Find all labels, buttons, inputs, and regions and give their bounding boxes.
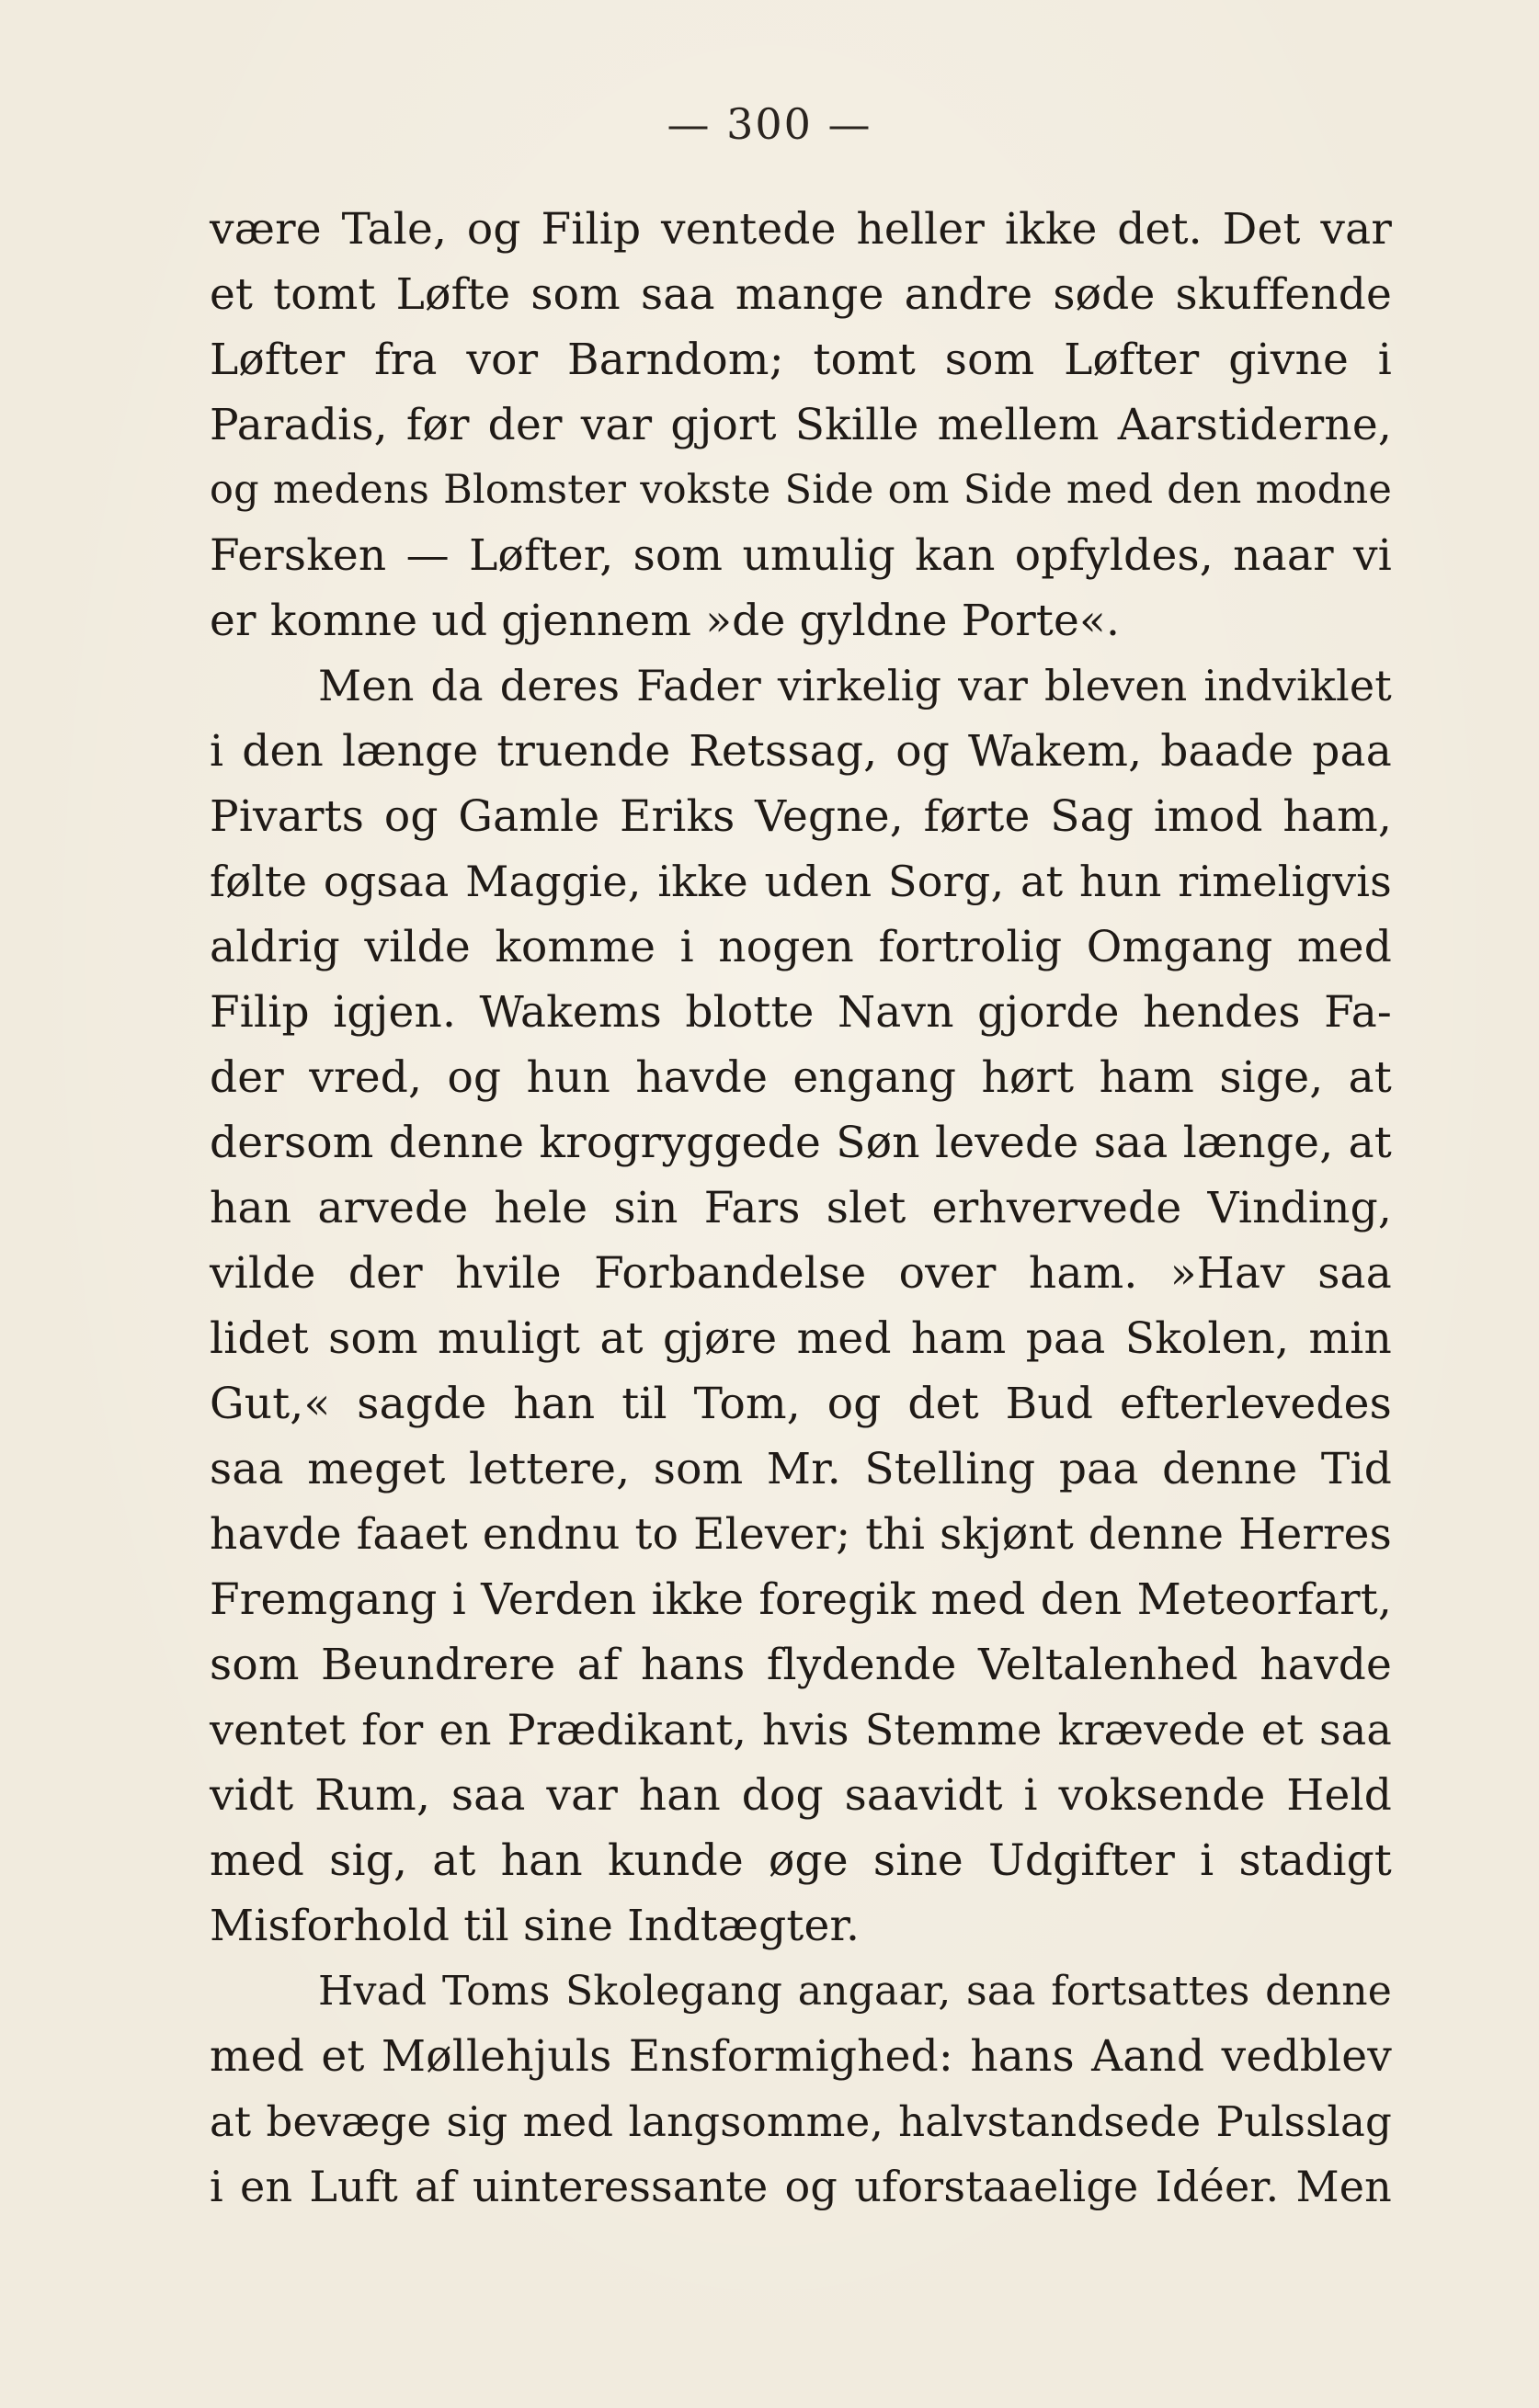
text-line: Fersken — Løfter, som umulig kan opfyldes, naar vi xyxy=(210,530,1392,581)
text-line: et tomt Løfte som saa mange andre søde skuffende xyxy=(210,269,1392,320)
text-line: være Tale, og Filip ventede heller ikke det. Det var xyxy=(210,204,1392,255)
body-text xyxy=(210,197,1392,2220)
text-line: Gut,« sagde han til Tom, og det Bud efterlevedes xyxy=(210,1379,1392,1429)
text-line: vilde der hvile Forbandelse over ham. »Hav saa xyxy=(210,1248,1392,1299)
text-line: Fremgang i Verden ikke foregik med den Meteorfart, xyxy=(210,1574,1392,1625)
text-line: i en Luft af uinteressante og uforstaaelige Idéer. Men xyxy=(210,2162,1392,2211)
text-line: Hvad Toms Skolegang angaar, saa fortsattes denne xyxy=(318,1968,1392,2015)
text-line: med et Møllehjuls Ensformighed: hans Aand vedblev xyxy=(210,2031,1392,2082)
text-line: Men da deres Fader virkelig var bleven indviklet xyxy=(318,661,1392,710)
text-line: Misforhold til sine Indtægter. xyxy=(210,1901,861,1951)
text-line: Paradis, før der var gjort Skille mellem Aarstiderne, xyxy=(210,400,1392,450)
text-line: i den længe truende Retssag, og Wakem, baade paa xyxy=(210,726,1392,777)
text-line: at bevæge sig med langsomme, halvstandsede Pulsslag xyxy=(210,2097,1392,2146)
text-line: ventet for en Prædikant, hvis Stemme krævede et saa xyxy=(210,1705,1392,1755)
text-line: lidet som muligt at gjøre med ham paa Skolen, min xyxy=(210,1313,1392,1364)
text-line: saa meget lettere, som Mr. Stelling paa denne Tid xyxy=(210,1444,1392,1494)
text-line: der vred, og hun havde engang hørt ham sige, at xyxy=(210,1052,1392,1103)
text-line: Løfter fra vor Barndom; tomt som Løfter givne i xyxy=(210,335,1392,385)
text-line: er komne ud gjennem »de gyldne Porte«. xyxy=(210,596,1121,646)
page-number: — 300 — xyxy=(667,99,872,149)
text-line: havde faaet endnu to Elever; thi skjønt denne Herres xyxy=(210,1509,1392,1560)
text-line: og medens Blomster vokste Side om Side med den modne xyxy=(210,467,1392,513)
text-line: han arvede hele sin Fars slet erhvervede Vinding, xyxy=(210,1183,1392,1233)
text-line: aldrig vilde komme i nogen fortrolig Omgang med xyxy=(210,922,1392,972)
text-line: med sig, at han kunde øge sine Udgifter i stadigt xyxy=(210,1835,1392,1886)
text-line: dersom denne krogryggede Søn levede saa længe, at xyxy=(210,1118,1392,1168)
text-line: følte ogsaa Maggie, ikke uden Sorg, at hun rimeligvis xyxy=(210,857,1392,906)
text-line: som Beundrere af hans flydende Veltalenhed havde xyxy=(210,1640,1392,1690)
text-line: vidt Rum, saa var han dog saavidt i voksende Held xyxy=(210,1770,1392,1821)
text-line: Filip igjen. Wakems blotte Navn gjorde hendes Fa- xyxy=(210,987,1392,1038)
text-line: Pivarts og Gamle Eriks Vegne, førte Sag imod ham, xyxy=(210,791,1392,842)
